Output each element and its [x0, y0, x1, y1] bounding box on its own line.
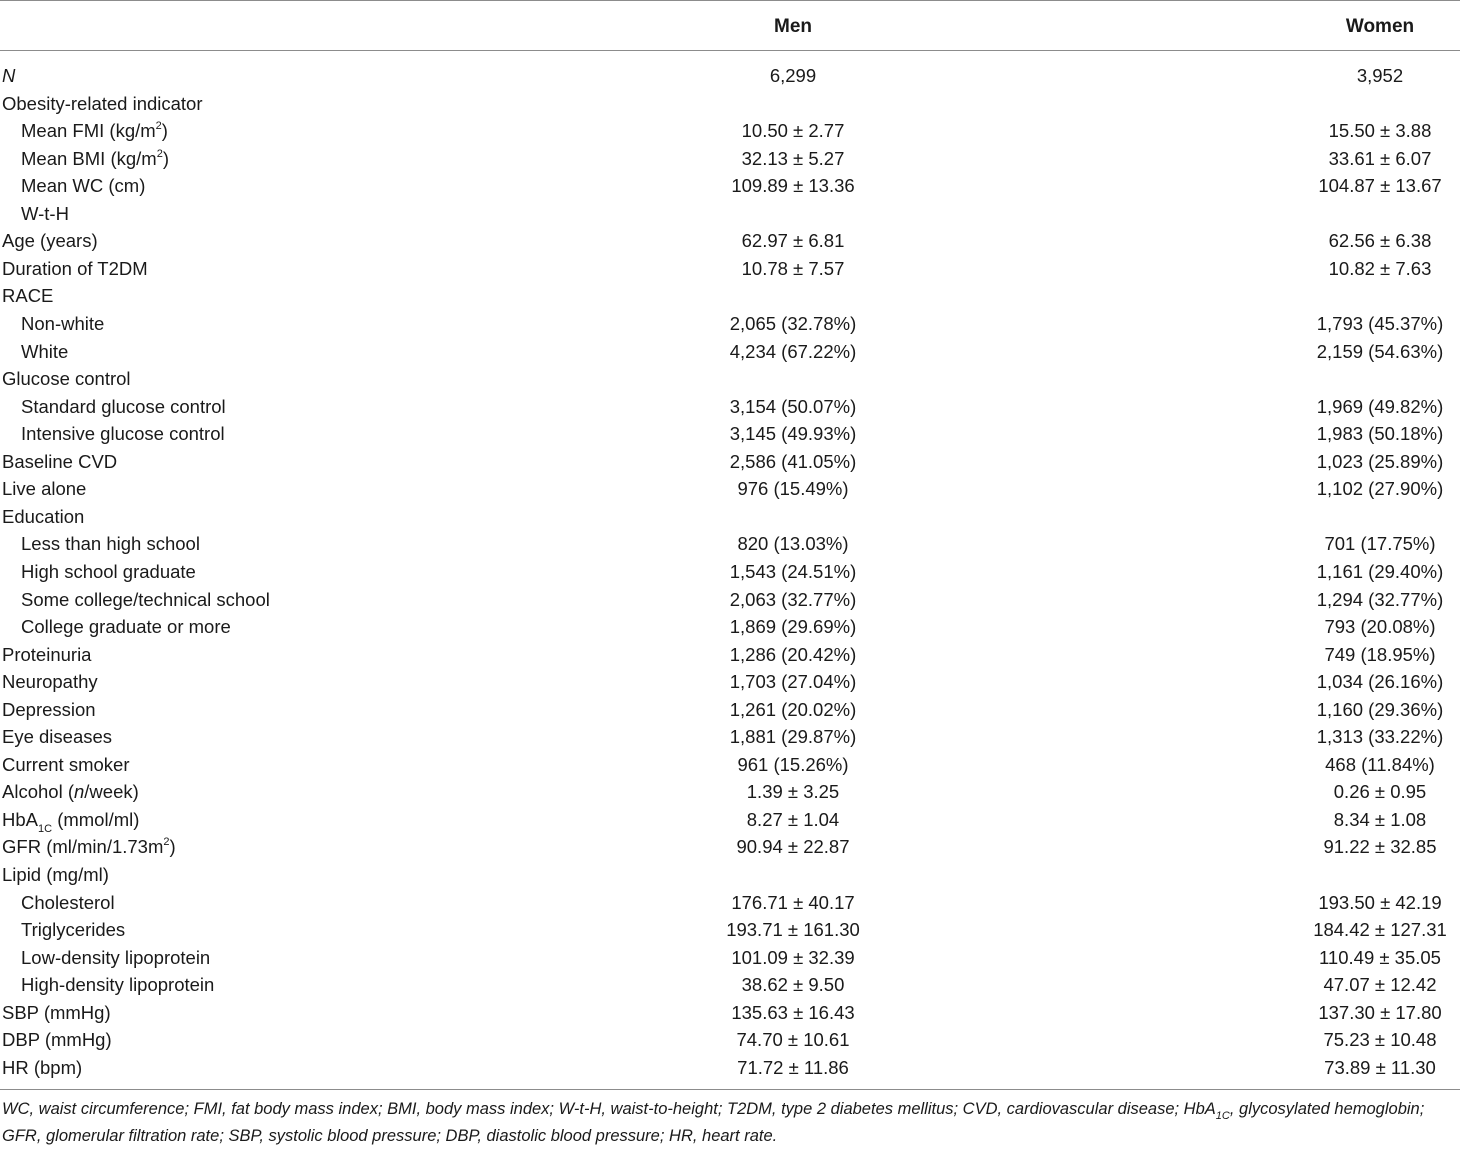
row-label: DBP (mmHg) [2, 1029, 112, 1051]
women-value: 1,161 (29.40%) [1316, 560, 1444, 582]
table-row [0, 889, 1460, 916]
women-value: 1,102 (27.90%) [1316, 478, 1444, 500]
women-value: 0.26 ± 0.95 [1333, 781, 1427, 803]
women-value: 793 (20.08%) [1324, 616, 1436, 637]
row-label: Current smoker [2, 753, 130, 775]
table-row [0, 696, 1460, 723]
women-value: 10.82 ± 7.63 [1328, 257, 1432, 279]
table-row [0, 338, 1460, 365]
men-value: 32.13 ± 5.27 [741, 147, 845, 169]
row-label: Less than high school [21, 533, 200, 555]
row-label: College graduate or more [21, 616, 231, 637]
bottom-rule [0, 1089, 1460, 1090]
men-value: 38.62 ± 9.50 [741, 974, 845, 996]
women-value: 468 (11.84%) [1325, 753, 1435, 775]
men-value: 6,299 [769, 65, 817, 86]
men-value: 961 (15.26%) [737, 753, 849, 775]
women-value: 75.23 ± 10.48 [1323, 1029, 1437, 1051]
row-label: GFR $(ml/\min/1.73m^2)$ [2, 836, 176, 858]
row-label: Cholesterol [21, 891, 115, 913]
table-row [0, 1026, 1460, 1053]
row-label: Alcohol (n/week) [2, 781, 139, 803]
men-value: 1,703 (27.04%) [729, 671, 857, 693]
men-value: 10.78 ± 7.57 [741, 257, 845, 279]
women-value: 184.42 ± 127.31 [1313, 919, 1447, 941]
table-row [0, 586, 1460, 613]
women-value: 1,294 (32.77%) [1316, 588, 1444, 610]
women-value: 137.30 ± 17.80 [1318, 1001, 1442, 1023]
row-label: White [21, 340, 69, 362]
row-label: Age (years) [2, 230, 98, 252]
row-label: Lipid (mg/ml) [2, 864, 109, 885]
top-rule [0, 0, 1460, 1]
table-row [0, 530, 1460, 557]
row-label: High school graduate [21, 560, 196, 582]
table-row [0, 420, 1460, 447]
women-value: 1,983 (50.18%) [1316, 423, 1444, 445]
row-label: Non-white [21, 313, 105, 334]
row-label: Neuropathy [2, 671, 98, 693]
row-label: Mean FMI $(kg/m^2)$ [21, 119, 168, 142]
footnote-part2: , glycosylated hemoglobin; GFR, glomerular filtration rate; SBP, systolic blood pressure; DBP, diastolic blood pressure; HR, heart rate. [2, 1100, 1425, 1145]
men-value: 74.70 ± 10.61 [736, 1029, 850, 1051]
table-row [0, 613, 1460, 640]
men-value: 4,234 (67.22%) [729, 340, 857, 362]
women-value: 1,793 (45.37%) [1316, 313, 1444, 334]
men-value: 820 (13.03%) [737, 533, 849, 555]
table-row [0, 723, 1460, 750]
row-label: Mean WC (cm) [21, 175, 146, 197]
row-label: Obesity-related indicator [2, 92, 203, 114]
men-value: 1,869 (29.69%) [729, 616, 857, 637]
women-value: 1,969 (49.82%) [1316, 395, 1444, 417]
men-value: 10.50 ± 2.77 [741, 120, 845, 142]
table-row [0, 944, 1460, 971]
column-header-women: Women [1345, 16, 1415, 37]
table-footnote [2, 1096, 1458, 1150]
table-row [0, 117, 1460, 144]
table-row [0, 200, 1460, 227]
header-rule [0, 50, 1460, 51]
men-value: 1,261 (20.02%) [729, 698, 857, 720]
table-row [0, 641, 1460, 668]
men-value: 8.27 ± 1.04 [746, 808, 840, 830]
row-label: Eye diseases [2, 726, 113, 748]
table-row [0, 778, 1460, 805]
row-label: N [2, 65, 16, 86]
footnote-subscript: 1C [1215, 1110, 1230, 1123]
men-value: 90.94 ± 22.87 [736, 836, 850, 858]
table-row [0, 365, 1460, 392]
table-row [0, 668, 1460, 695]
row-label: Some college/technical school [21, 588, 270, 610]
row-label: Live alone [2, 478, 87, 500]
table-row [0, 282, 1460, 309]
table-row [0, 1054, 1460, 1081]
table-row [0, 916, 1460, 943]
row-label: Low-density lipoprotein [21, 946, 211, 968]
footnote-part1: WC, waist circumference; FMI, fat body mass index; BMI, body mass index; W-t-H, waist-to-height; T2DM, type 2 diabetes mellitus; CVD, cardiovascular disease; HbA [2, 1100, 1216, 1118]
table-row [0, 227, 1460, 254]
men-value: 135.63 ± 16.43 [731, 1001, 855, 1023]
table-row [0, 503, 1460, 530]
row-label: W-t-H [21, 202, 69, 224]
men-value: 1.39 ± 3.25 [746, 781, 840, 803]
row-label: Intensive glucose control [21, 423, 225, 445]
table-row [0, 806, 1460, 833]
women-value: 2,159 (54.63%) [1316, 340, 1444, 362]
men-value: 3,154 (50.07%) [729, 395, 857, 417]
women-value: 73.89 ± 11.30 [1324, 1056, 1436, 1078]
women-value: 1,160 (29.36%) [1316, 698, 1444, 720]
women-value: 193.50 ± 42.19 [1318, 891, 1442, 913]
women-value: 749 (18.95%) [1324, 643, 1436, 665]
men-value: 109.89 ± 13.36 [731, 175, 855, 197]
table-row [0, 971, 1460, 998]
men-value: 2,063 (32.77%) [729, 588, 857, 610]
table-row [0, 861, 1460, 888]
table-row [0, 751, 1460, 778]
row-label: Mean BMI $(kg/m^2)$ [21, 147, 169, 169]
row-label: Triglycerides [21, 919, 126, 941]
women-value: 47.07 ± 12.42 [1323, 974, 1437, 996]
men-value: 62.97 ± 6.81 [741, 230, 845, 252]
row-label: Proteinuria [2, 643, 92, 665]
table-row [0, 145, 1460, 172]
women-value: 1,313 (33.22%) [1316, 726, 1444, 748]
row-label: Glucose control [2, 368, 131, 390]
row-label: Duration of T2DM [2, 257, 148, 279]
men-value: 2,586 (41.05%) [729, 450, 857, 472]
women-value: 701 (17.75%) [1324, 533, 1436, 555]
table-row [0, 999, 1460, 1026]
table-row [0, 393, 1460, 420]
women-value: 3,952 [1356, 65, 1404, 86]
table-row [0, 172, 1460, 199]
men-value: 1,543 (24.51%) [729, 560, 857, 582]
row-label: Baseline CVD [2, 450, 118, 472]
table-row [0, 558, 1460, 585]
women-value: 110.49 ± 35.05 [1319, 946, 1441, 968]
table-row [0, 310, 1460, 337]
row-label: HR (bpm) [2, 1056, 83, 1078]
women-value: 33.61 ± 6.07 [1328, 147, 1432, 169]
men-value: 976 (15.49%) [737, 478, 849, 500]
women-value: 1,023 (25.89%) [1316, 450, 1444, 472]
women-value: 1,034 (26.16%) [1316, 671, 1444, 693]
table-row [0, 90, 1460, 117]
men-value: 71.72 ± 11.86 [737, 1056, 849, 1078]
row-label: Depression [2, 698, 96, 720]
row-label: HbA$_{1C}$ (mmol/ml) [2, 808, 140, 835]
row-label: RACE [2, 285, 54, 307]
table-row [0, 833, 1460, 860]
table-row [0, 255, 1460, 282]
row-label: Education [2, 505, 85, 527]
table-row [0, 448, 1460, 475]
women-value: 62.56 ± 6.38 [1328, 230, 1432, 252]
table-row [0, 62, 1460, 89]
row-label: Standard glucose control [21, 395, 226, 417]
women-value: 8.34 ± 1.08 [1333, 808, 1427, 830]
row-label: SBP (mmHg) [2, 1001, 111, 1023]
column-header-men: Men [774, 16, 812, 37]
men-value: 3,145 (49.93%) [729, 423, 857, 445]
men-value: 1,881 (29.87%) [729, 726, 857, 748]
men-value: 101.09 ± 32.39 [731, 946, 855, 968]
women-value: 91.22 ± 32.85 [1323, 836, 1437, 858]
men-value: 176.71 ± 40.17 [731, 891, 855, 913]
table-row [0, 475, 1460, 502]
row-label: High-density lipoprotein [21, 974, 215, 996]
women-value: 15.50 ± 3.88 [1328, 120, 1432, 142]
men-value: 1,286 (20.42%) [729, 643, 857, 665]
men-value: 193.71 ± 161.30 [726, 919, 860, 941]
women-value: 104.87 ± 13.67 [1318, 175, 1442, 197]
men-value: 2,065 (32.78%) [729, 313, 857, 334]
